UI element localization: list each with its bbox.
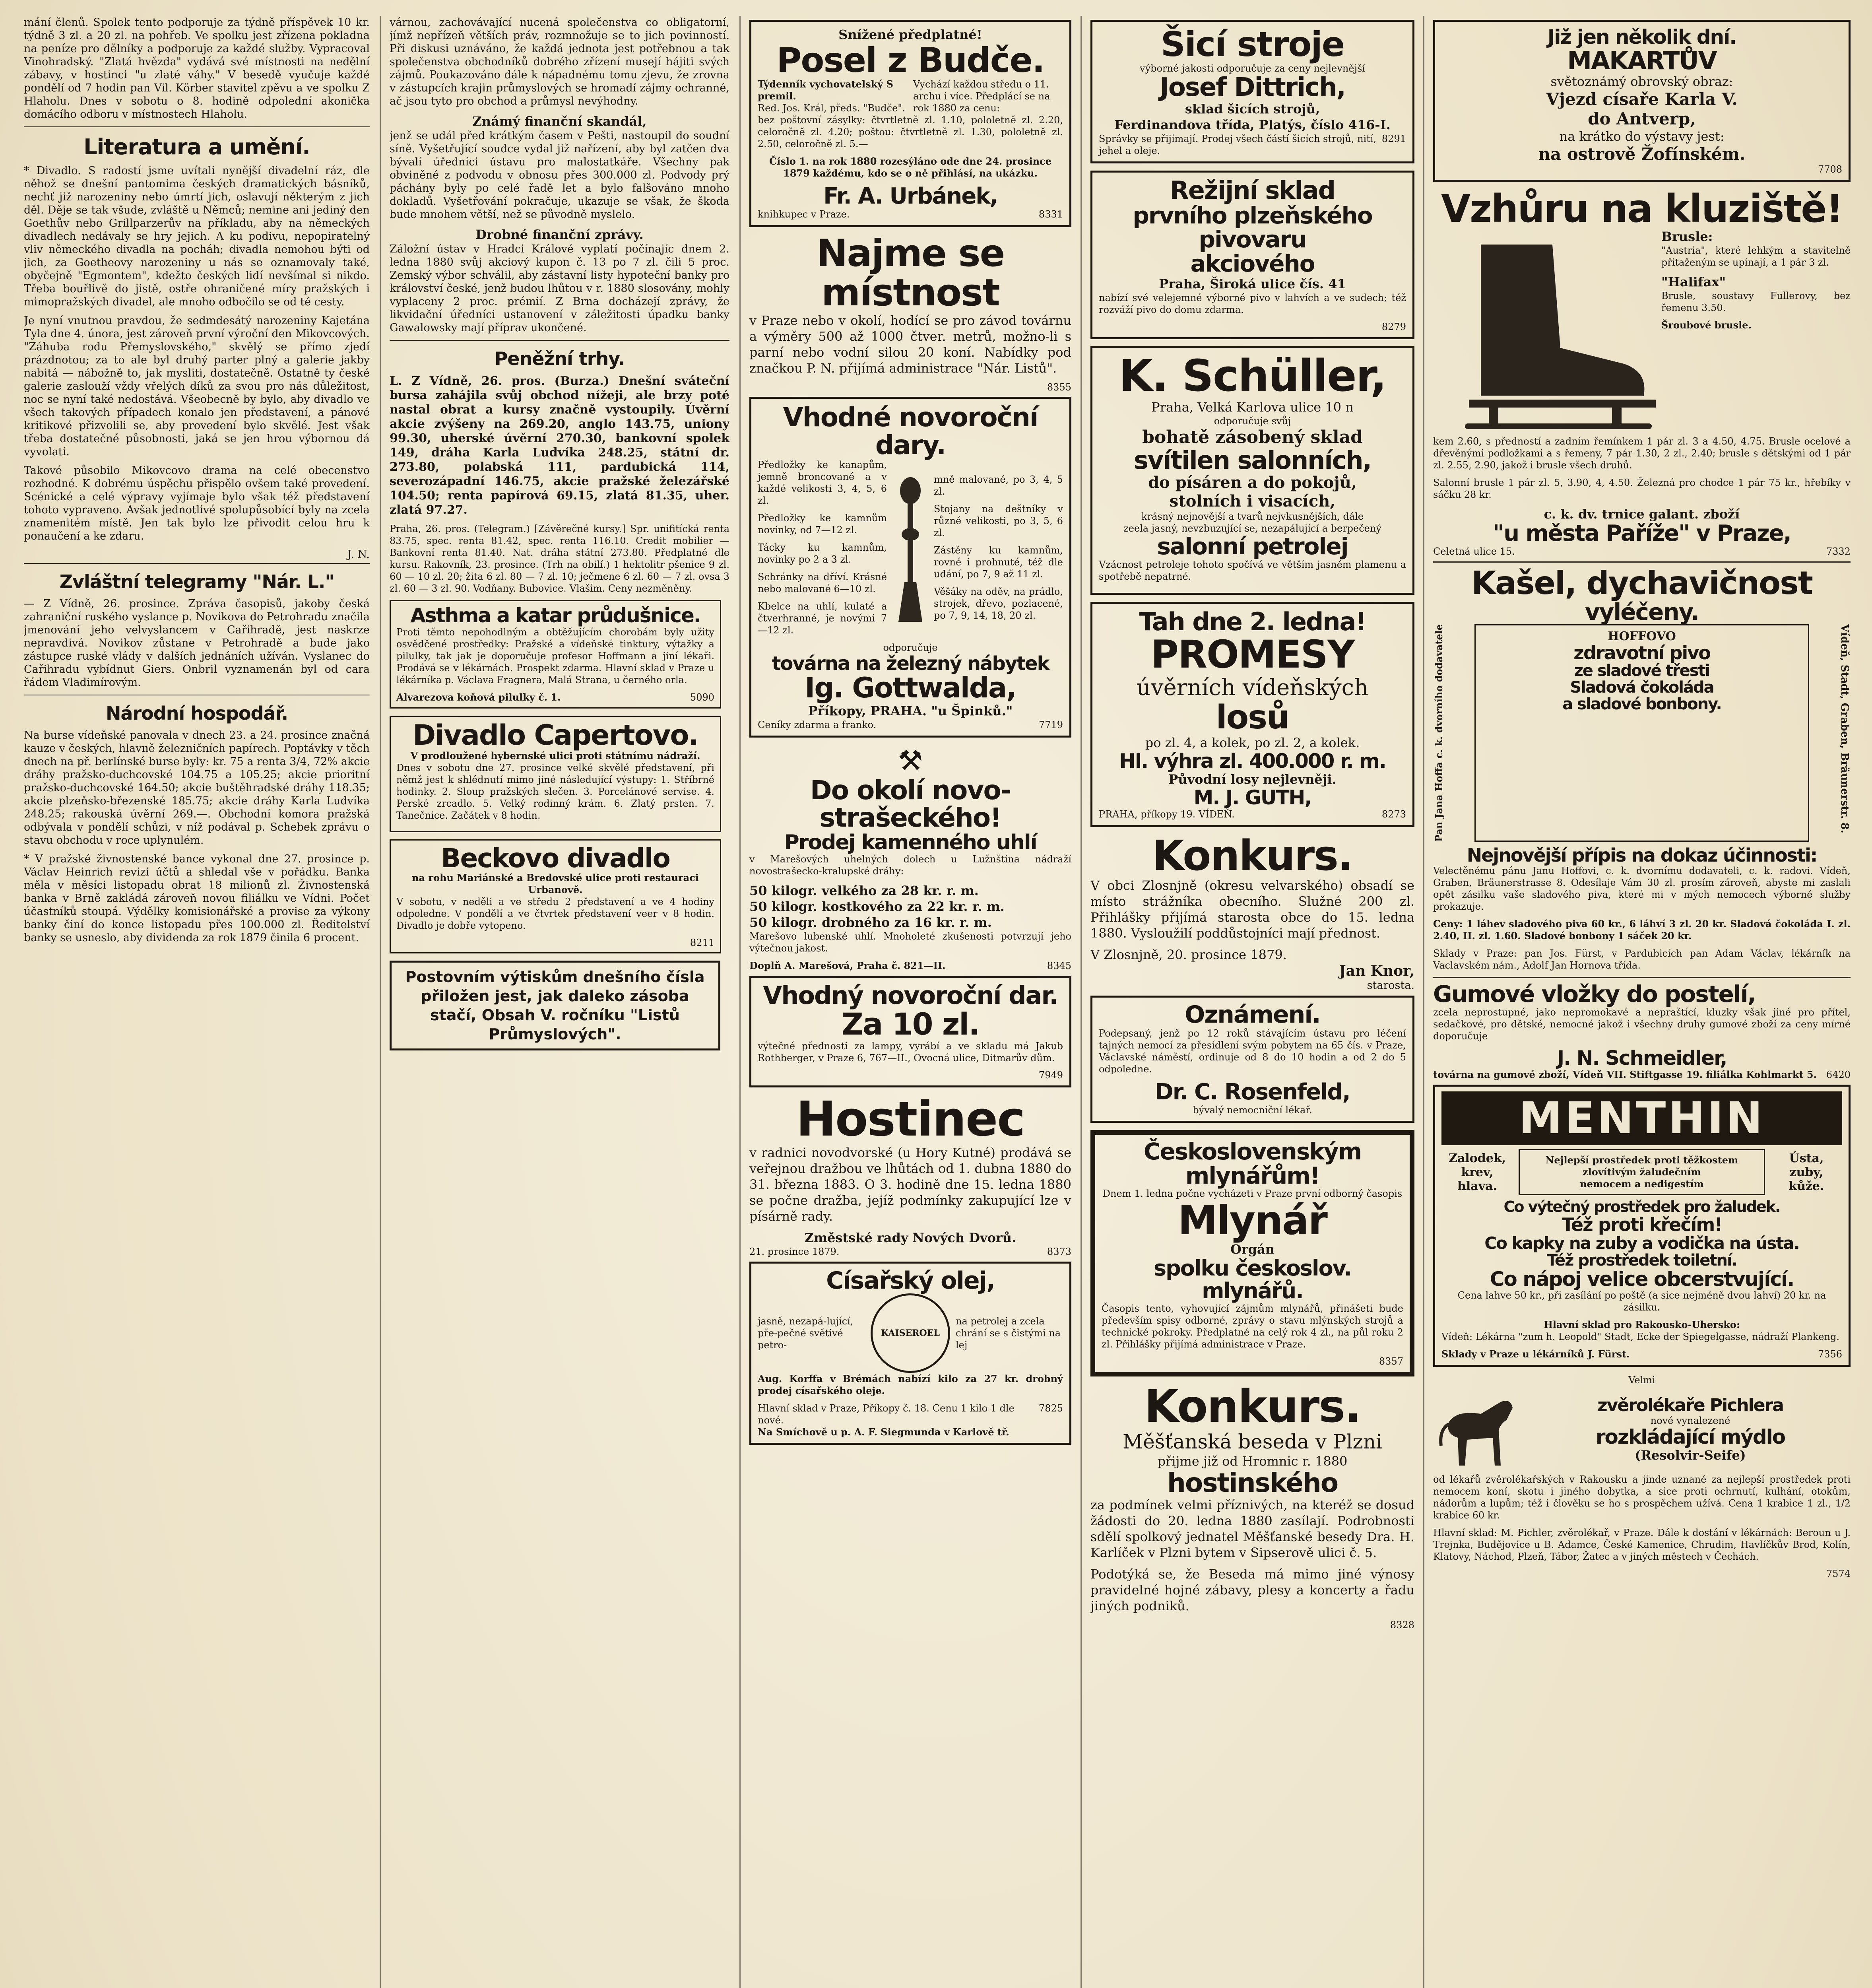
ad-price: Za 10 zl. bbox=[841, 1006, 980, 1042]
lamp-illustration bbox=[892, 475, 928, 626]
ad-text: Též proti křečím! bbox=[1562, 1214, 1722, 1236]
ad-heading: Najme se místnost bbox=[816, 232, 1005, 315]
ad-number: 7719 bbox=[1038, 719, 1063, 730]
ad-olej bbox=[749, 1262, 1071, 1445]
ad-heading: Divadlo Capertovo. bbox=[412, 718, 698, 751]
ad-heading: rozkládající mýdlo bbox=[1595, 1425, 1785, 1448]
ad-text: bez poštovní zásylky: čtvrtletně zl. 1.10, pololetně zl. 2.20, celoročně zl. 4.20; poštou: čtvrtletně zl. 1.30, pololetně zl. 2.50, celoročně zl. 5.— bbox=[758, 115, 1063, 150]
ad-text: Hlavní sklad pro Rakousko-Uhersko: bbox=[1544, 1319, 1740, 1331]
ad-capertovo bbox=[390, 716, 721, 833]
ad-text: Změstské rady Nových Dvorů. bbox=[804, 1230, 1017, 1246]
ad-rosenfeld bbox=[1090, 996, 1414, 1123]
horse-illustration bbox=[1433, 1386, 1525, 1474]
paragraph: mání členů. Spolek tento podporuje za týdně příspěvek 10 kr. týdně 3 zl. a 20 zl. na pohřeb. Ve spolku jest zřízena pokladna na peníze pro dělníky a podporuje za každé služby. Vypracoval Vinohradský. "Zlatá hvězda" vydává své místnosti na nedělní zábavy, v hostinci "u zlaté váhy." V besedě vyučuje každé pondělí od 7 hodin pan Vil. Körber stavitel zpěvu a ve spolku Z Hlaholu. Dnes v sobotu o 8. hodině odpolední akonička domácího odboru v místnostech Hlaholu. bbox=[24, 16, 370, 120]
ad-subheading: spolku českoslov. mlynářů. bbox=[1154, 1256, 1351, 1304]
ad-heading: Císařský olej, bbox=[826, 1267, 995, 1295]
ad-subheading: hostinského bbox=[1167, 1468, 1338, 1499]
ad-text: V obci Zlosnjně (okresu velvarského) obsadí se místo strážníka obecního. Služné 200 zl. Přihlášky přijímá starosta obce do 15. ledna 1880. Vysloužilí poddůstojníci mají přednost. bbox=[1090, 878, 1414, 941]
ad-text: na petrolej a zcela chrání se s čistými na lej bbox=[956, 1316, 1061, 1351]
ad-signature: Jan Knor, bbox=[1339, 962, 1414, 979]
ad-posel bbox=[749, 20, 1071, 227]
ad-heading: Gumové vložky do postelí, bbox=[1433, 980, 1756, 1008]
ad-address: Vídeň: Lékárna "zum h. Leopold" Stadt, Ecke der Spiegelgasse, nádraží Plankeng. bbox=[1441, 1331, 1839, 1343]
ad-text: V Zlosnjně, 20. prosince 1879. bbox=[1090, 947, 1287, 962]
ad-subheading: V prodloužené hybernské ulici proti státnímu nádraží. bbox=[410, 750, 700, 761]
ad-text: stolních i visacích, bbox=[1169, 491, 1336, 511]
ad-text: Podotýká se, že Beseda má mimo jiné výnosy pravidelné hojné zábavy, plesy a koncerty a řadu jiných podniků. bbox=[1090, 1566, 1414, 1613]
ad-heading: Vzhůru na kluziště! bbox=[1441, 186, 1843, 231]
ad-text: nabízí své velejemné výborné pivo v lahvích a ve sudech; též rozváží pivo do domu zdarma. bbox=[1099, 292, 1406, 316]
ad-text: do písáren a do pokojů, bbox=[1148, 473, 1357, 492]
ad-text: v Marešových uhelných dolech u Lužnština nádraží novostrašecko-kralupské dráhy: bbox=[749, 854, 1071, 877]
ad-price: 50 kilogr. kostkového za 22 kr. r. m. bbox=[749, 899, 1005, 914]
ad-text: světoznámý obrovský obraz: bbox=[1550, 74, 1733, 89]
column-rule bbox=[1423, 16, 1424, 1988]
ad-text: zdravotní pivo bbox=[1573, 642, 1710, 664]
ad-text: svítilen salonních, bbox=[1133, 445, 1372, 475]
ad-text: HOFFOVO bbox=[1608, 629, 1676, 644]
ad-text: Vzácnost petroleje tohoto spočívá ve větším jasném plamenu a spotřebě nepatrné. bbox=[1099, 559, 1406, 582]
ad-number: 7356 bbox=[1818, 1349, 1842, 1360]
oil-seal: KAISEROEL bbox=[871, 1293, 950, 1373]
ad-darek bbox=[749, 976, 1071, 1087]
ad-text: V sobotu, v neděli a ve středu 2 představení a ve 4 hodiny odpoledne. V pondělí a ve čtvrtek představení veer v 8 hodin. Divadlo je dobře vytopeno. bbox=[396, 896, 714, 932]
ad-heading: Konkurs. bbox=[1144, 1380, 1361, 1433]
divider bbox=[24, 563, 370, 564]
ad-text: c. k. dv. trnice galant. zboží bbox=[1544, 507, 1740, 522]
ad-heading: prvního plzeňského pivovaru bbox=[1133, 202, 1372, 253]
subheading: Drobné finanční zprávy. bbox=[475, 227, 644, 242]
ad-address: PRAHA, příkopy 19. VÍDEŇ. bbox=[1099, 808, 1235, 820]
paragraph: Záložní ústav v Hradci Králové vyplatí počínajíc dnem 2. ledna 1880 svůj akciový kupon č. 13 po 7 zl. čili 5 proc. Zemský výbor schválil, aby zástavní listy hypoteční banky pro království české, jenž budou lhůtou v r. 1880 slosovány, mohly vyplaceny 2 proc. prémií. Z Brna docházejí zprávy, že likvidační úředníci ustanovení v záležitosti úpadku banky Gawalowsky mají příprav ukončené. bbox=[390, 243, 729, 334]
ad-text: v Praze nebo v okolí, hodící se pro závod továrnu a výměry 500 až 1000 čtver. metrů, možno-li s parní nebo vodní silou 20 koní. Nabídky pod značkou P. N. přijímá administrace "Nár. Listů". bbox=[749, 313, 1071, 376]
ad-text: odporučuje bbox=[883, 642, 938, 654]
divider bbox=[1433, 977, 1851, 978]
ad-text: Hl. výhra zl. 400.000 r. m. bbox=[1119, 749, 1386, 773]
ad-text: a sladové bonbony. bbox=[1562, 695, 1721, 714]
ad-text: krásný nejnovější a tvarů nejvkusnějších, dále bbox=[1141, 511, 1364, 522]
ad-item: mně malované, po 3, 4, 5 zl. bbox=[934, 474, 1063, 497]
subheading: Známý finanční skandál, bbox=[472, 114, 647, 129]
ad-text: nové vynalezené bbox=[1650, 1415, 1730, 1426]
ad-text: Ceny: 1 láhev sladového piva 60 kr., 6 láhví 3 zl. 20 kr. Sladová čokoláda I. zl. 2.40, II. zl. 1.60. Sladové bonbony 1 sáček 20 kr. bbox=[1433, 918, 1851, 942]
ad-text: zcela neprostupné, jako nepromokavé a nepraštící, kluzky však jiné pro přítel, sedačkové, pro dětské, nemocné jakož i všechny druhy gumové zboží za ceny mírné doporučuje bbox=[1433, 1007, 1851, 1042]
ad-heading: Režijní sklad bbox=[1170, 176, 1335, 205]
ad-heading: MENTHIN bbox=[1441, 1091, 1842, 1145]
ad-promesy bbox=[1090, 602, 1414, 827]
ad-text: na krátko do výstavy jest: bbox=[1559, 128, 1725, 144]
ad-item: Zástěny ku kamnům, rovné i prohnuté, též dle udání, po 7, 9 až 11 zl. bbox=[934, 545, 1063, 580]
divider bbox=[390, 340, 729, 341]
ad-text: kem 2.60, s předností a zadním řemínkem 1 pár zl. 3 a 4.50, 4.75. Brusle ocelové a dřevěnými podložkami a s řemeny, 7 pár 1.30, 2 zl., 2.40; brusle s dětskými od 1 pár zl. 2.55, 2.90, jakož i brusle všech druhů. bbox=[1433, 436, 1851, 471]
ad-text: sklad šicích strojů, bbox=[1185, 101, 1320, 117]
ad-text: Cena lahve 50 kr., při zasílání po poště (a sice nejméně dvou lahví) 20 kr. na zásilku. bbox=[1457, 1290, 1826, 1313]
ad-text: Dnes v sobotu dne 27. prosince velké skvělé představení, při němž jest k shlédnutí mimo jiné následující výstupy: 1. Stříbrné hodinky. 2. Sloup pražských slečen. 3. Porcelánové servise. 4. Perské zrcadlo. 5. Velký rodinný krám. 6. Zlatý prsten. 7. Tanečnice. Začátek v 8 hodin. bbox=[396, 762, 714, 821]
ad-text: Ceníky zdarma a franko. bbox=[758, 719, 877, 730]
ad-firm: továrna na železný nábytek bbox=[772, 652, 1049, 675]
paragraph: Praha, 26. pros. (Telegram.) [Závěrečné kursy.] Spr. unifitícká renta 83.75, spec. renta 81.42, spec. renta 116.10. Credit mobilier — Bankovní renta 81.40. Nat. dráha státní 273.80. Předplatné dle kursu. Rakovník, 23. prosince. (Trh na obilí.) 1 hektolitr pšenice 9 zl. 60 — 10 zl. 20; žita 6 zl. 80 — 7 zl. 10; ječmene 6 zl. 60 — 7 zl. ovsa 3 zl. 60 — 3 zl. 90. Vodňany. Bubovice. Vlašim. Ceny nezměněny. bbox=[390, 523, 729, 594]
ad-number: 8279 bbox=[1381, 321, 1406, 333]
paragraph: Na burse vídeňské panovala v dnech 23. a 24. prosince značná kauze v českých, hlavně železničních papírech. Poptávky v těch dnech na př. berlínské burse byly: kr. 75 a renta 3/4, 72% akcie dráhy pražsko-duchcovské 104.75 a 105.25; akcie prioritní pražsko-duchcovské 164.50; akcie buštěhradské dráhy 118.35; akcie plzeňsko-březenské 185.75; akcie dráhy Karla Ludvíka 248.25; rakouská úvěrní 269.—. Obchodní komora pražská odbývala v pondělí schůzi, v níž podával p. Schebek zprávu o stavu obchodu v roce uplynulém. bbox=[24, 729, 370, 846]
ad-signature: Dr. C. Rosenfeld, bbox=[1155, 1079, 1350, 1105]
ad-text: "Halifax" bbox=[1661, 274, 1726, 290]
ad-heading: Oznámení. bbox=[1185, 1000, 1320, 1029]
ad-text: Hlavní sklad v Praze, Příkopy č. 18. Cenu 1 kilo 1 dle nové. bbox=[758, 1403, 1015, 1426]
paragraph: jenž se udál před krátkým časem v Pešti, nastoupil do soudní síně. Vyšetřující soudce vydal již nařízení, aby byl zatčen dva bývalí úředníci ústavu pro malostatkáře. Všechny pak obviněné z podvodu v obnosu přes 300.000 zl. Podvody prý páchány byly po celé řadě let a bylo falšováno mnoho dokladů. Vyšetřování pokračuje, ukazuje se však, že škoda bude mnohem větší, než se původně myslelo. bbox=[390, 130, 729, 221]
ad-text: Též prostředek toiletní. bbox=[1547, 1251, 1737, 1270]
ad-heading: zvěrolékaře Pichlera bbox=[1597, 1395, 1783, 1415]
ad-text: Alvarezova koňová pilulky č. 1. bbox=[396, 691, 561, 703]
ad-price: 50 kilogr. drobného za 16 kr. r. m. bbox=[749, 915, 992, 930]
ad-item: Schránky na dříví. Krásné nebo malované 6—10 zl. bbox=[758, 571, 887, 595]
column-3 bbox=[749, 16, 1071, 1988]
ad-heading: Nejnovější přípis na dokaz účinnosti: bbox=[1467, 845, 1817, 866]
ad-number: 8211 bbox=[690, 937, 714, 949]
ad-text: nemocem a nedigestím bbox=[1580, 1178, 1704, 1190]
paragraph: várnou, zachovávající nucená společenstva co obligatorní, jímž nepřízeň větších práv, rozmnožuje se to jich povinností. Při diskusi uznáváno, že každá jednota jest potřebnou a tak společenstva obchodníků dobrého zřízení musejí hájiti svých zájmů. Poukazováno dále k nápadnému tomu zjevu, že zrovna v zástupcích krajin průmyslových se hromadí zájmy ochranné, ač jsou tyto pro obchod a průmysl nevýhodny. bbox=[390, 16, 729, 107]
ad-text: od lékařů zvěrolékařských v Rakousku a jinde uznané za nejlepší prostředek proti nemocem koní, skotu i jiného dobytka, a sice proti ochrnutí, kulhání, otokům, nádorům a lupům; též i člověku se ho s prospěchem užívá. Cena 1 krabice 1 zl., 1/2 krabice 60 kr. bbox=[1433, 1474, 1851, 1521]
ad-dittrich bbox=[1090, 20, 1414, 163]
notice-box bbox=[390, 961, 720, 1050]
section-heading: Zvláštní telegramy "Nár. L." bbox=[59, 571, 334, 592]
ad-text: výtečné přednosti za lampy, vyrábí a ve skladu má Jakub Rothberger, v Praze 6, 767—II., Ovocná ulice, Ditmarův dům. bbox=[758, 1041, 1063, 1064]
ad-text: Red. Jos. Král, předs. "Budče". bbox=[758, 103, 905, 114]
ad-gottwald bbox=[749, 397, 1071, 737]
ad-item: Věšáky na oděv, na prádlo, strojek, dřevo, pozlacené, po 7, 9, 14, 18, 20 zl. bbox=[934, 586, 1063, 621]
ad-text: jasně, nezapá-lující, pře-pečné světivé petro- bbox=[758, 1316, 854, 1351]
ad-heading: Již jen několik dní. bbox=[1547, 25, 1736, 49]
ad-makart bbox=[1433, 20, 1851, 182]
ad-text: Zalodek, krev, hlava. bbox=[1448, 1151, 1506, 1193]
ad-text: 21. prosince 1879. bbox=[749, 1246, 840, 1258]
ad-asthma bbox=[390, 600, 721, 709]
ad-side-text: Vídeň, Stadt, Graben, Bräunerstr. 8. bbox=[1839, 624, 1851, 834]
ad-price: po zl. 4, a kolek, po zl. 2, a kolek. bbox=[1145, 735, 1360, 750]
ad-heading: K. Schüller, bbox=[1119, 350, 1386, 402]
ad-address: továrna na gumové zboží, Vídeň VII. Stiftgasse 19. filiálka Kohlmarkt 5. bbox=[1433, 1068, 1817, 1080]
section-heading: Peněžní trhy. bbox=[494, 348, 625, 369]
ad-text: Vychází každou středu o 11. archu i více. Předplácí se na rok 1880 za cenu: bbox=[913, 79, 1050, 114]
ad-number: 7949 bbox=[1038, 1070, 1063, 1081]
notice-text: Postovním výtiskům dnešního čísla přiložen jest, jak daleko zásoba stačí, Obsah V. ročníku "Listů Průmyslových". bbox=[405, 968, 705, 1043]
ad-text: Dnem 1. ledna počne vycházeti v Praze první odborný časopis bbox=[1102, 1188, 1403, 1200]
ad-text: Hlavní sklad: M. Pichler, zvěrolékař, v Praze. Dále k dostání v lékárnách: Beroun u J. Trejnka, Budějovice u B. Adamce, České Kamenice, Chrudim, Havlíčkův Brod, Kolín, Klatovy, Náchod, Plzeň, Tábor, Žatec a v jiných městech v Čechách. bbox=[1433, 1527, 1851, 1563]
ad-address: Ferdinandova třída, Platýs, číslo 416-I. bbox=[1114, 117, 1391, 133]
ad-text: Týdenník vychovatelský S premil. bbox=[758, 78, 893, 102]
ad-text: Brusle: bbox=[1661, 229, 1713, 245]
ad-pivovar bbox=[1090, 171, 1414, 339]
hammers-icon: ⚒ bbox=[898, 744, 923, 777]
ad-heading: akciového bbox=[1190, 250, 1315, 278]
ad-text: Vjezd císaře Karla V. bbox=[1546, 89, 1738, 109]
paragraph: * V pražské živnostenské bance vykonal dne 27. prosince p. Václav Heinrich revizi účtů a shledal vše v pořádku. Banka měla v měsíci listopadu obrat 18 milionů zl. Živnostenská banka v Brně zakládá zároveň novou filiálku ve Vídni. Počet účastníků stoupá. Výdělky komisionářské a provise za výkony banky činí do konce listopadu přes 100.000 zl. Ředitelství banky se usneslo, aby dividenda za rok 1879 činila 6 procent. bbox=[24, 853, 370, 944]
ad-text: Proti těmto nepohodlným a obtěžujícím chorobám byly užity osvědčené prostředky: Pražské a vídeňské tinktury, výtažky a pilulky, tak jak je doporučuje profesor Hoffmann a jiní lékaři. Prodává se v lékárnách. Prospekt zdarma. Hlavní sklad v Praze u lékárníka p. Václava Fragnera, Malá Strana, u černého orla. bbox=[396, 626, 714, 685]
ad-subheading: na rohu Mariánské a Bredovské ulice proti restauraci Urbanově. bbox=[412, 872, 699, 896]
ad-text: Co nápoj velice obcerstvující. bbox=[1490, 1267, 1794, 1291]
ad-mlynar bbox=[1090, 1130, 1414, 1376]
section-heading: Národní hospodář. bbox=[105, 703, 288, 724]
ad-text: Šroubové brusle. bbox=[1661, 319, 1752, 331]
ad-heading: vyléčeny. bbox=[1585, 598, 1699, 626]
ad-text: Sladová čokoláda bbox=[1570, 678, 1714, 697]
ad-firm: Fr. A. Urbánek, bbox=[823, 183, 997, 210]
ad-heading: Kašel, dychavičnost bbox=[1471, 565, 1813, 602]
ad-number: 8373 bbox=[1047, 1246, 1071, 1258]
ad-number: 5090 bbox=[690, 691, 714, 703]
ad-text: Nejlepší prostředek proti těžkostem bbox=[1545, 1154, 1738, 1166]
ad-item: Kbelce na uhlí, kulaté a čtverhranné, je novými 7—12 zl. bbox=[758, 601, 887, 636]
ad-text: Brusle, soustavy Fullerovy, bez řemenu 3.50. bbox=[1661, 290, 1851, 314]
ad-text: do Antverp, bbox=[1588, 109, 1696, 128]
ad-number: 7332 bbox=[1826, 546, 1851, 557]
ad-text: Ústa, zuby, kůže. bbox=[1789, 1151, 1824, 1193]
ad-text: Příkopy, PRAHA. "u Špinků." bbox=[808, 703, 1013, 718]
paragraph: Je nyní vnutnou pravdou, že sedmdesátý narozeniny Kajetána Tyla dne 4. února, jest zároveň první výroční den Mikovcových. "Záhuba rodu Přemyslovského," skvělý se přímo zjedí prázdnotou; za to ale byl druhý parter plný a galerie jakby nabitá — nábožně to, jak mysliti, dostatečně. Ostatně ty české galerie zaslouží vždy vřelých díků za svou pro nás důležitost, noc se nyní také nedostává. Všeobecně by bylo, aby divadlo ve všech takových případech konalo jen představení, a pánové kritikové přizvolili se, aby provedení bylo skvělé. Jest však třeba dostatečné působnosti, jaká se jen hrou výbornou dá vyvolati. bbox=[24, 315, 370, 458]
ad-firm: "u města Paříže" v Praze, bbox=[1493, 520, 1791, 547]
divider bbox=[24, 126, 370, 127]
ad-heading: PROMESY bbox=[1150, 632, 1354, 677]
paragraph: Takové působilo Mikovcovo drama na celé obecenstvo rozhodné. K dobrému úspěchu přispělo ovšem také provedení. Scénické a celé výpravy vyjímaje bylo však též představení tohoto vypraveno. Avšak jednotlivé spolupůsobící byly na zcela znamenitém místě. Jen tak bylo lze přivodit celou hru k ponaučení a ke zdaru. bbox=[24, 464, 370, 542]
ad-text: starosta. bbox=[1367, 979, 1414, 992]
ad-firm: Ig. Gottwalda, bbox=[805, 672, 1016, 705]
ad-heading: Konkurs. bbox=[1152, 831, 1353, 880]
ad-number: 7708 bbox=[1818, 163, 1842, 175]
ad-text: Doplň A. Marešová, Praha č. 821—II. bbox=[749, 960, 946, 972]
ad-text: Marešovo lubenské uhlí. Mnoholeté zkušenosti potvrzují jeho výtečnou jakost. bbox=[749, 931, 1071, 954]
ad-text: Sklady v Praze: pan Jos. Fürst, v Pardubicích pan Adam Václav, lékárník na Vaclavském nám., Adolf Jan Hornova třída. bbox=[1433, 948, 1851, 971]
ad-text: Velectěnému pánu Janu Hoffovi, c. k. dvornímu dodavateli, c. k. radovi. Vídeň, Graben, Bräunerstrasse 8. Odesílaje Vám 30 zl. prosím zároveň, abyste mi zaslali opět zásilku vaše sladového piva, které mi v mých nemocech výborné služby prokazuje. bbox=[1433, 865, 1851, 912]
ad-number: 8328 bbox=[1390, 1619, 1414, 1631]
ad-text: Aug. Korffa v Brémách nabízí kilo za 27 kr. drobný prodej císařského oleje. bbox=[758, 1373, 1063, 1397]
ad-item: Předložky ke kamnům novinky, od 7—12 zl. bbox=[758, 513, 887, 536]
ad-text: Číslo 1. na rok 1880 rozesýláno ode dne 24. prosince 1879 každému, kdo se o ně přihlásí, na ukázku. bbox=[769, 155, 1052, 179]
ad-tag: Snížené předplatné! bbox=[838, 27, 982, 42]
paragraph: L. Z Vídně, 26. pros. (Burza.) Dnešní sváteční bursa zahájila svůj obchod nížeji, ale brzy poté nastal obrat a kursy značně vystoupily. Úvěrní akcie zvýšeny na 269.20, anglo 143.75, uniony 99.30, uherské úvěrní 270.30, bankovní spolek 149, dráha Karla Ludvíka 248.25, státní dr. 273.80, polabská 111, pardubická 114, severozápadní 146.75, akcie pražské železářské 104.50; renta papírová 69.15, zlatá 81.35, uher. zlatá 97.27. bbox=[390, 374, 729, 517]
ad-text: Správky se přijímají. Prodej všech částí šicích strojů, nití, jehel a oleje. bbox=[1099, 133, 1377, 157]
ad-text: Co výtečný prostředek pro žaludek. bbox=[1503, 1198, 1780, 1216]
ad-beckovo bbox=[390, 839, 721, 953]
column-rule bbox=[1081, 16, 1082, 1988]
ad-heading: Hostinec bbox=[796, 1092, 1025, 1147]
ad-text: odporučuje svůj bbox=[1214, 415, 1291, 427]
ad-heading: Posel z Budče. bbox=[776, 41, 1044, 80]
ad-price: 50 kilogr. velkého za 28 kr. r. m. bbox=[749, 883, 979, 899]
ad-text: zlovítivým žaludečním bbox=[1582, 1166, 1701, 1178]
paragraph: — Z Vídně, 26. prosince. Zpráva časopisů, jakoby česká zahraniční ruského vyslance p. Novikova do Petrohradu značila jmenování jeho velvyslancem v Cařihradě, jest naskrze nepravdivá. Novikov zůstane v Petrohradě a bude jako zástupce ruské vlády v dalších jednáních užíván. Vyslanec do Cařihradu vybídnut Giers. Onbril vyznamenán byl od cara řádem Vladimírovým. bbox=[24, 598, 370, 689]
ad-number: 8345 bbox=[1047, 960, 1071, 972]
ad-subheading: Prodej kamenného uhlí bbox=[784, 830, 1037, 854]
ad-text: knihkupec v Praze. bbox=[758, 209, 850, 220]
column-rule bbox=[380, 16, 381, 1988]
ad-item: Předložky ke kanapům, jemně broncované a v každé velikosti 3, 4, 5, 6 zl. bbox=[758, 459, 887, 507]
section-heading: Literatura a umění. bbox=[83, 134, 310, 159]
ad-text: Co kapky na zuby a vodička na ústa. bbox=[1484, 1233, 1799, 1253]
ad-menthin bbox=[1433, 1085, 1851, 1367]
ad-address: Praha, Velká Karlova ulice 10 n bbox=[1151, 399, 1354, 415]
ad-text: "Austria", které lehkým a stavitelně přitaženým se upínají, a 1 pár 3 zl. bbox=[1661, 245, 1851, 268]
ad-number: 7825 bbox=[1038, 1403, 1063, 1414]
ad-heading: Šicí stroje bbox=[1160, 25, 1344, 64]
ad-text: na ostrově Žofínském. bbox=[1538, 144, 1746, 164]
ad-heading: Vhodný novoroční dar. bbox=[763, 981, 1058, 1010]
ad-heading: Do okolí novo-strašeckého! bbox=[810, 775, 1011, 833]
ad-subheading: úvěrních vídeňských bbox=[1136, 674, 1369, 701]
ad-number: 7574 bbox=[1826, 1568, 1851, 1580]
ad-text: výborné jakosti odporučuje za ceny nejlevnější bbox=[1140, 63, 1365, 74]
ad-number: 8357 bbox=[1379, 1355, 1403, 1367]
ad-text: bohatě zásobený sklad bbox=[1142, 427, 1363, 447]
column-2 bbox=[390, 16, 729, 1988]
ad-text: za podmínek velmi příznivých, na kteréž se dosud žádosti do 20. ledna 1880 zasílají. Podrobnosti sdělí spolkový jednatel Měšťanské besedy Dra. H. Karlíček v Plzni bytem v Sipserově ulici č. 5. bbox=[1090, 1497, 1414, 1560]
ad-text: přijme již od Hromnic r. 1880 bbox=[1157, 1454, 1348, 1469]
article-signature: J. N. bbox=[347, 548, 370, 561]
ad-text: ze sladové třesti bbox=[1574, 662, 1710, 680]
ad-text: zeela jasný, nevzbuzující se, nezapálující a berpečený bbox=[1123, 522, 1381, 534]
ad-heading: MAKARTŮV bbox=[1567, 46, 1717, 75]
ad-number: 8273 bbox=[1381, 808, 1406, 820]
column-rule bbox=[739, 16, 741, 1988]
ad-heading: Mlynář bbox=[1178, 1197, 1327, 1244]
divider bbox=[1433, 561, 1851, 563]
ad-number: 8355 bbox=[1047, 382, 1071, 393]
ad-heading: Tah dne 2. ledna! bbox=[1139, 607, 1366, 636]
ad-text: bývalý nemocniční lékař. bbox=[1193, 1104, 1312, 1116]
ad-text: Časopis tento, vyhovující zájmům mlynářů, přinášeti bude především spisy odborné, zprávy o stavu mlýnských strojů a technické pokroky. Předplatné na celý rok 4 zl., na půl roku 2 zl. Přihlášky přijímá administrace v Praze. bbox=[1102, 1303, 1403, 1350]
ad-heading: Asthma a katar průdušnice. bbox=[410, 604, 700, 627]
ad-text: v radnici novodvorské (u Hory Kutné) prodává se veřejnou dražbou ve lhůtách od 1. dubna 1880 do 31. března 1883. O 3. hodině dne 15. ledna 1880 se počne dražba, jejíž podmínky zakupující lze v písárně rady. bbox=[749, 1145, 1071, 1224]
ad-item: Stojany na deštníky v různé velikosti, po 3, 5, 6 zl. bbox=[934, 503, 1063, 539]
ad-number: 6420 bbox=[1826, 1069, 1851, 1080]
ad-text: Podepsaný, jenž po 12 roků stávajícím ústavu pro léčení tajných nemocí za přesídlení svým pobytem na 65 čís. v Praze, Václavské náměstí, ordinuje od 8 do 10 hodin a od 2 do 5 odpoledne. bbox=[1099, 1027, 1406, 1075]
ad-subheading: Orgán bbox=[1230, 1242, 1275, 1257]
ad-heading: Beckovo divadlo bbox=[441, 843, 670, 874]
ad-heading: Vhodné novoroční dary. bbox=[783, 402, 1038, 460]
ad-number: 8331 bbox=[1038, 209, 1063, 220]
ad-text: Salonní brusle 1 pár zl. 5, 3.90, 4, 4.50. Železná pro chodce 1 pár 75 kr., hřebíky v sáčku 28 kr. bbox=[1433, 477, 1851, 501]
column-5 bbox=[1433, 16, 1851, 1988]
ad-number: 8291 bbox=[1381, 133, 1406, 145]
ad-side-text: Pan Jana Hoffa c. k. dvorního dodavatele bbox=[1433, 624, 1445, 842]
ad-subheading: Měšťanská beseda v Plzni bbox=[1122, 1430, 1383, 1454]
column-1 bbox=[24, 16, 370, 1988]
ad-address: Praha, Široká ulice čís. 41 bbox=[1159, 276, 1346, 292]
ad-text: Sklady v Praze u lékárníků J. Fürst. bbox=[1441, 1348, 1630, 1360]
ad-firm: M. J. GUTH, bbox=[1193, 786, 1311, 810]
ad-heading: Československým mlynářům! bbox=[1143, 1138, 1362, 1189]
paragraph: * Divadlo. S radostí jsme uvítali nynější divadelní ráz, dle něhož se dnešní pantomima českých dramatických básníků, nechť již narozeniny nebo úmrtí jich, oslavují některým z jich děl. Děje se tak všude, zvláště u Němců; nemine ani jediný den Goethův nebo Grillparzerův na příkladu, aby na německých divadlech nedávaly se hry jejich. A ku podivu, nepopiratelný vliv německého divadla na pocháh; divadla nemohou býti od jich, za Goetheovy narozeniny u nás se oznamovaly také, obyčejně "Egmontem", kdežto českých lidí nevšímal si nikdo. Třeba bouřlivě do jistě, ostře ohraničené míry pražských i mimopražských divadel, ale mnoho odbočilo se od té cesty. bbox=[24, 165, 370, 308]
ad-firm: J. N. Schmeidler, bbox=[1557, 1046, 1727, 1070]
ad-item: Tácky ku kamnům, novinky po 2 a 3 zl. bbox=[758, 542, 887, 565]
ad-text: salonní petrolej bbox=[1157, 532, 1348, 560]
skate-boot-illustration bbox=[1433, 229, 1656, 435]
ad-schuller bbox=[1090, 346, 1414, 594]
ad-address: Celetná ulice 15. bbox=[1433, 546, 1515, 557]
ad-text: Velmi bbox=[1628, 1375, 1655, 1386]
ad-subheading: losů bbox=[1216, 698, 1289, 736]
column-4 bbox=[1090, 16, 1414, 1988]
ad-firm: Josef Dittrich, bbox=[1160, 73, 1345, 103]
ad-text: Původní losy nejlevněji. bbox=[1168, 772, 1337, 787]
ad-text: Na Smíchově u p. A. F. Siegmunda v Karlově tř. bbox=[758, 1426, 1009, 1438]
ad-text: (Resolvir-Seife) bbox=[1635, 1448, 1746, 1463]
